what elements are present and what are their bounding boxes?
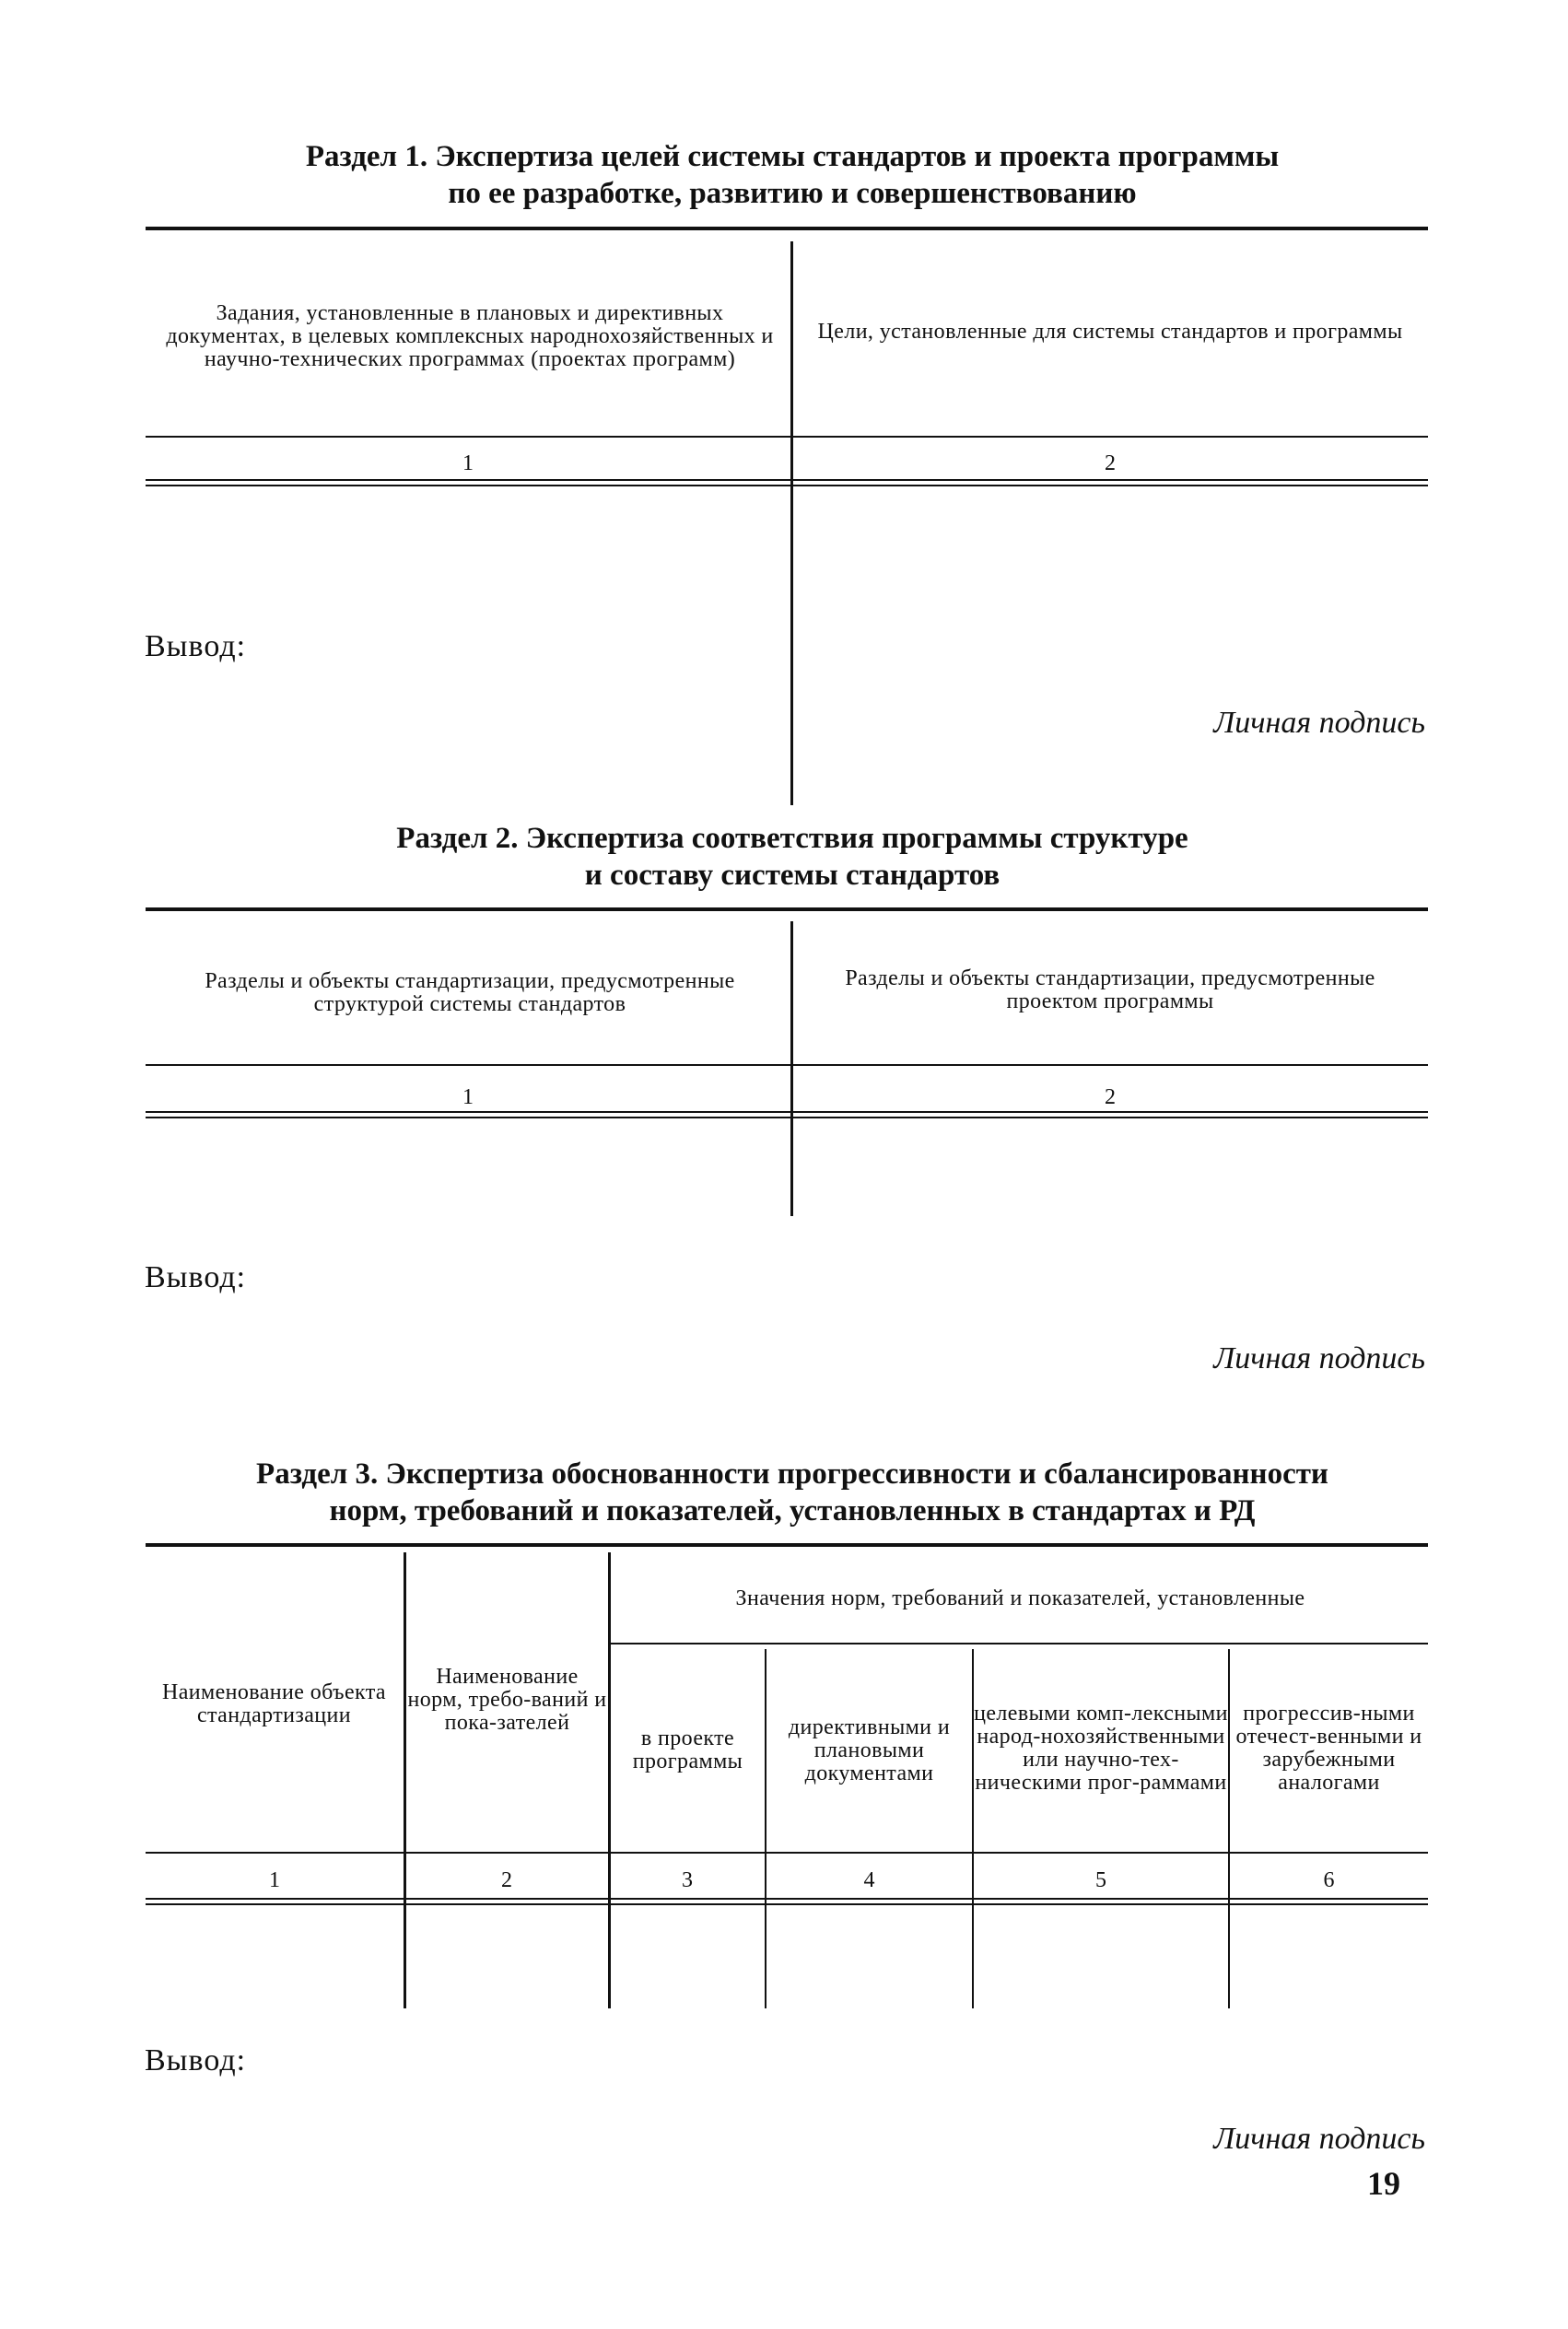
section-3-sub-header-1: в проекте программы [632, 1726, 743, 1773]
section-1-col-1-header: Задания, установленные в плановых и директивных документах, в целевых комплексных народнохозяйственных и научно-технических программах (проектах программ) [166, 300, 774, 371]
column-divider-1-2 [404, 1552, 406, 2008]
section-1-conclusion-label: Вывод: [145, 629, 247, 663]
section-1-col-2-header: Цели, установленные для системы стандартов и программы [817, 319, 1403, 344]
section-3-title-line-1: Раздел 3. Экспертиза обоснованности прогрессивности и сбалансированности [256, 1457, 1328, 1491]
number-row-rule-1 [146, 1111, 1428, 1113]
section-2-col-2-header: Разделы и объекты стандартизации, предусмотренные проектом программы [845, 966, 1375, 1013]
section-2-col-number-1: 1 [462, 1085, 474, 1109]
section-1-title-line-1: Раздел 1. Экспертиза целей системы стандартов и проекта программы [305, 140, 1280, 173]
table-top-rule [146, 907, 1428, 911]
section-3-col-number-5: 5 [1095, 1868, 1106, 1892]
number-row-rule-1 [146, 479, 1428, 481]
column-divider [790, 921, 793, 1216]
number-row-rule-2 [146, 485, 1428, 486]
section-3-col-number-1: 1 [269, 1868, 280, 1892]
section-2-conclusion-label: Вывод: [145, 1260, 247, 1294]
section-3-col-2-header: Наименование норм, требо-ваний и пока-зателей [407, 1664, 607, 1735]
section-3-title-line-2: норм, требований и показателей, установленных в стандартах и РД [329, 1494, 1256, 1527]
page-number: 19 [1367, 2165, 1400, 2202]
number-row-rule-2 [146, 1117, 1428, 1118]
section-2-col-1-header: Разделы и объекты стандартизации, предусмотренные структурой системы стандартов [205, 968, 735, 1016]
section-2-col-number-2: 2 [1105, 1085, 1116, 1109]
table-top-rule [146, 227, 1428, 230]
section-1-col-number-2: 2 [1105, 451, 1116, 475]
section-3-col-number-6: 6 [1323, 1868, 1335, 1892]
section-3-signature-label: Личная подпись [1213, 2122, 1425, 2156]
section-1-col-number-1: 1 [462, 451, 474, 475]
header-bottom-rule [146, 1064, 1428, 1066]
section-3-sub-header-4: прогрессив-ными отечест-венными и зарубежными аналогами [1235, 1701, 1422, 1795]
number-row-rule-2 [146, 1903, 1428, 1905]
section-3-group-header: Значения норм, требований и показателей, установленные [735, 1586, 1305, 1610]
section-3-sub-header-2: директивными и плановыми документами [788, 1715, 951, 1785]
column-divider [790, 241, 793, 805]
section-1-signature-label: Личная подпись [1213, 706, 1425, 740]
section-3-col-1-header: Наименование объекта стандартизации [162, 1680, 386, 1727]
section-2-signature-label: Личная подпись [1213, 1341, 1425, 1375]
section-3-sub-header-3: целевыми комп-лексными народ-нохозяйственными или научно-тех-ническими прог-раммами [974, 1701, 1228, 1795]
group-header-rule [610, 1643, 1428, 1644]
section-2-title-line-1: Раздел 2. Экспертиза соответствия программы структуре [396, 822, 1188, 855]
section-3-col-number-2: 2 [501, 1868, 512, 1892]
header-bottom-rule [146, 1852, 1428, 1854]
table-top-rule [146, 1543, 1428, 1547]
header-bottom-rule [146, 436, 1428, 438]
section-3-col-number-3: 3 [682, 1868, 693, 1892]
section-1-title-line-2: по ее разработке, развитию и совершенствованию [448, 177, 1137, 210]
section-3-conclusion-label: Вывод: [145, 2043, 247, 2077]
section-3-col-number-4: 4 [863, 1868, 875, 1892]
section-2-title-line-2: и составу системы стандартов [584, 859, 1000, 892]
number-row-rule-1 [146, 1898, 1428, 1900]
